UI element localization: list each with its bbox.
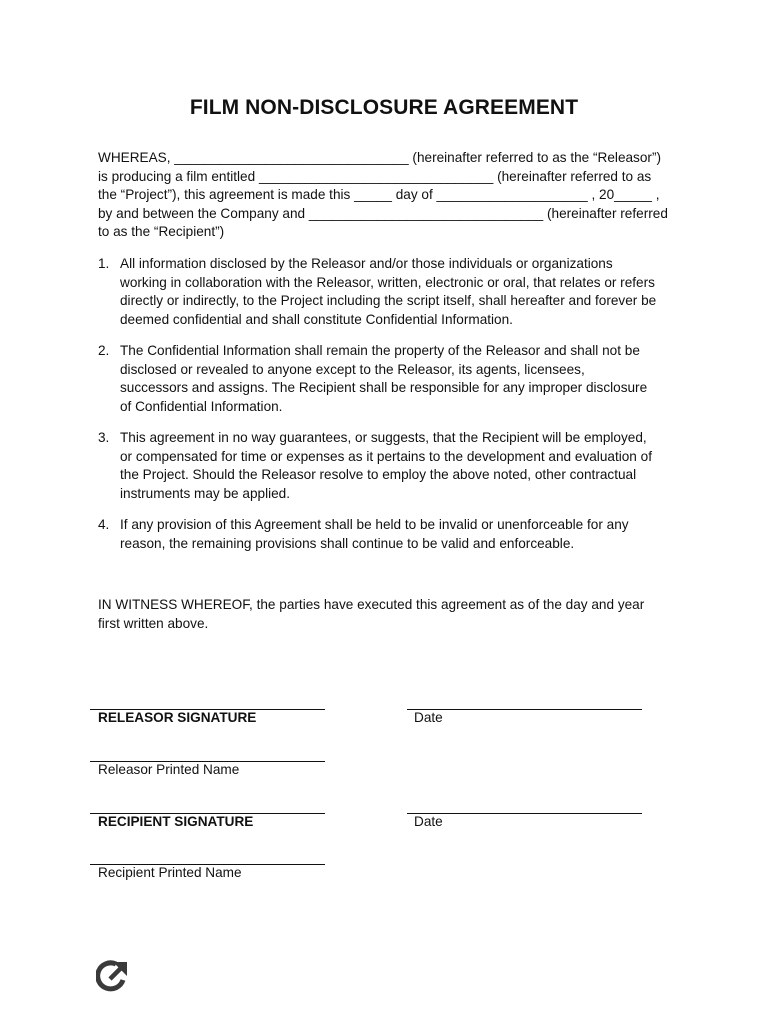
clause-line: of Confidential Information. [120,398,283,414]
clause-line: or compensated for time or expenses as it pertains to the development and evaluation of [120,448,652,464]
releasor-date-label: Date [414,710,443,725]
clause-line: The Confidential Information shall remain the property of the Releasor and shall not be [120,343,640,358]
clause-line: working in collaboration with the Releasor, written, electronic or oral, that relates or refers [120,274,655,290]
clause-line: This agreement in no way guarantees, or suggests, that the Recipient will be employed, [120,430,647,445]
clause-line: If any provision of this Agreement shall be held to be invalid or unenforceable for any [120,517,629,532]
clause-text [120,255,680,329]
preamble-line: the “Project”), this agreement is made this _____ day of ____________________ , 20_____ , [98,187,660,203]
clause-line: instruments may be applied. [120,485,291,501]
witness-paragraph [98,596,688,633]
witness-line: first written above. [98,615,209,631]
preamble-line: by and between the Company and _______________________________ (hereinafter referred [98,205,668,221]
preamble-line: to as the “Recipient”) [98,224,225,240]
clause-text [120,429,680,503]
releasor-signature-label: RELEASOR SIGNATURE [98,710,257,725]
document-title: FILM NON-DISCLOSURE AGREEMENT [189,96,579,119]
clause-line: directly or indirectly, to the Project including the script itself, shall hereafter and forever be [120,293,657,309]
witness-line: IN WITNESS WHEREOF, the parties have executed this agreement as of the day and year [98,597,645,612]
recipient-printed-name-label: Recipient Printed Name [98,865,242,880]
recipient-date-label: Date [414,814,443,829]
clause-number: 3. [98,430,110,445]
clause-line: the Project. Should the Releasor resolve to employ the above noted, other contractual [120,467,637,483]
clause-text [120,342,680,416]
preamble-line: WHEREAS, _______________________________ (hereinafter referred to as the “Releasor”) [98,150,661,165]
clause-number: 4. [98,517,110,532]
share-arrow-logo-icon [96,958,130,994]
clause-text [120,516,680,553]
preamble-line: is producing a film entitled _______________________________ (hereinafter referred to as [98,168,652,184]
clause-number: 2. [98,343,110,358]
preamble-paragraph [98,149,688,242]
clause-line: successors and assigns. The Recipient shall be responsible for any improper disclosure [120,380,648,396]
clause-line: All information disclosed by the Releasor and/or those individuals or organizations [120,256,613,271]
releasor-printed-name-label: Releasor Printed Name [98,762,240,777]
clause-line: reason, the remaining provisions shall continue to be valid and enforceable. [120,535,575,551]
clause-number: 1. [98,256,110,271]
clause-line: disclosed or revealed to anyone except to the Releasor, its agents, licensees, [120,361,585,377]
clause-line: deemed confidential and shall constitute Confidential Information. [120,311,513,327]
recipient-signature-label: RECIPIENT SIGNATURE [98,814,254,829]
